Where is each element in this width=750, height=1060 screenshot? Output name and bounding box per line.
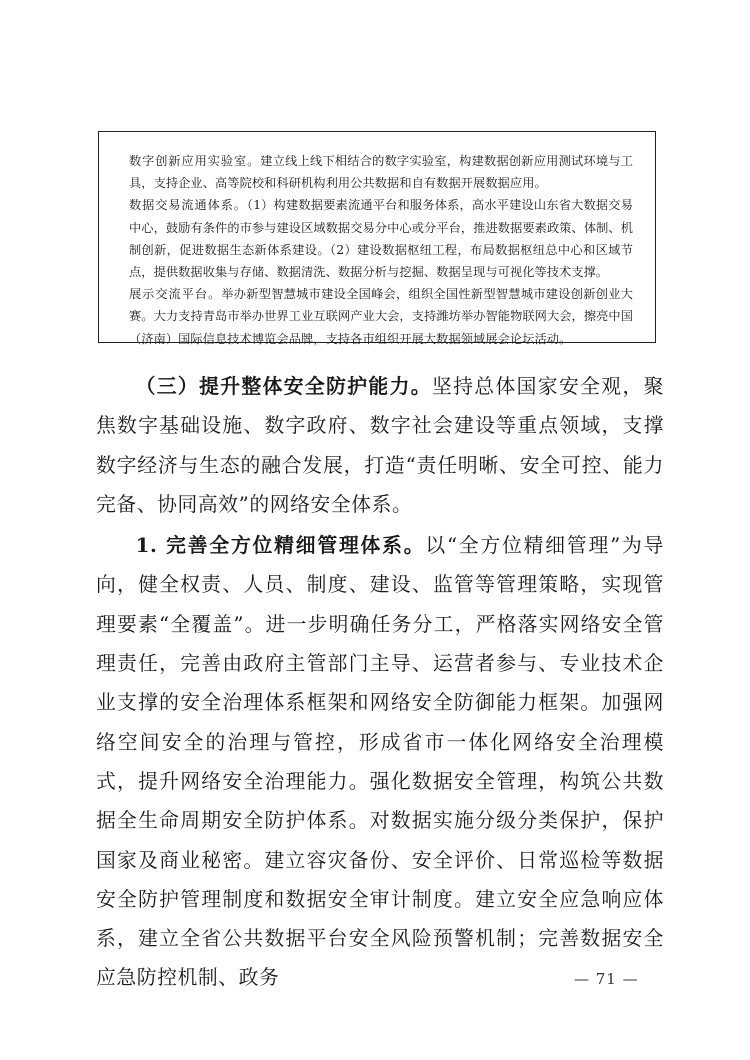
box-item-text: （1）构建数据要素流通平台和服务体系，高水平建设山东省大数据交易中心，鼓励有条件的市参与建设区域数据交易分中心或分平台，推进数据要素政策、体制、机制创新，促进数据生态新体系建设。（2）建设数据枢纽工程，布局数据枢纽总中心和区域节点，提供数据收集与存储、数据清洗、数据分析与挖掘、数据呈现与可视化等技术支撑。 [129,198,633,280]
item-paragraph [96,526,664,998]
box-item-text: 举办新型智慧城市建设全国峰会，组织全国性新型智慧城市建设创新创业大赛。大力支持青岛市举办世界工业互联网产业大会，支持潍坊举办智能物联网大会，擦亮中国（济南）国际信息技术博览会品牌，支持各市组织开展大数据领域展会论坛活动。 [129,287,633,346]
box-item-exchange [129,194,633,283]
page-number: — 71 — [574,970,639,988]
box-item-lead: 数据交易流通体系。 [129,198,247,213]
box-item-lead: 数字创新应用实验室。 [129,154,261,168]
box-item-lead: 展示交流平台。 [129,287,222,302]
callout-box [98,131,656,346]
box-item-text: 建立线上线下相结合的数字实验室，构建数据创新应用测试环境与工具，支持企业、高等院校和科研机构利用公共数据和自有数据开展数据应用。 [129,154,634,191]
section-heading: （三）提升整体安全防护能力。 [135,374,432,398]
box-item-lab [129,150,633,194]
body-text [96,367,664,998]
item-heading: 1. 完善全方位精细管理体系。 [135,533,426,558]
box-item-exhibition [129,283,633,350]
item-text: 以“全方位精细管理”为导向，健全权责、人员、制度、建设、监管等管理策略，实现管理要素“全覆盖”。进一步明确任务分工，严格落实网络安全管理责任，完善由政府主管部门主导、运营者参与、专业技术企业支撑的安全治理体系框架和网络安全防御能力框架。加强网络空间安全的治理与管控，形成省市一体化网络安全治理模式，提升网络安全治理能力。强化数据安全管理，构筑公共数据全生命周期安全防护体系。对数据实施分级分类保护，保护国家及商业秘密。建立容灾备份、安全评价、日常巡检等数据安全防护管理制度和数据安全审计制度。建立安全应急响应体系，建立全省公共数据平台安全风险预警机制；完善数据安全应急防控机制、政务 [96,534,664,990]
section-intro: 坚持总体国家安全观，聚焦数字基础设施、数字政府、数字社会建设等重点领域，支撑数字经济与生态的融合发展，打造“责任明晰、安全可控、能力完备、协同高效”的网络安全体系。 [96,375,664,516]
section-paragraph [96,367,664,524]
